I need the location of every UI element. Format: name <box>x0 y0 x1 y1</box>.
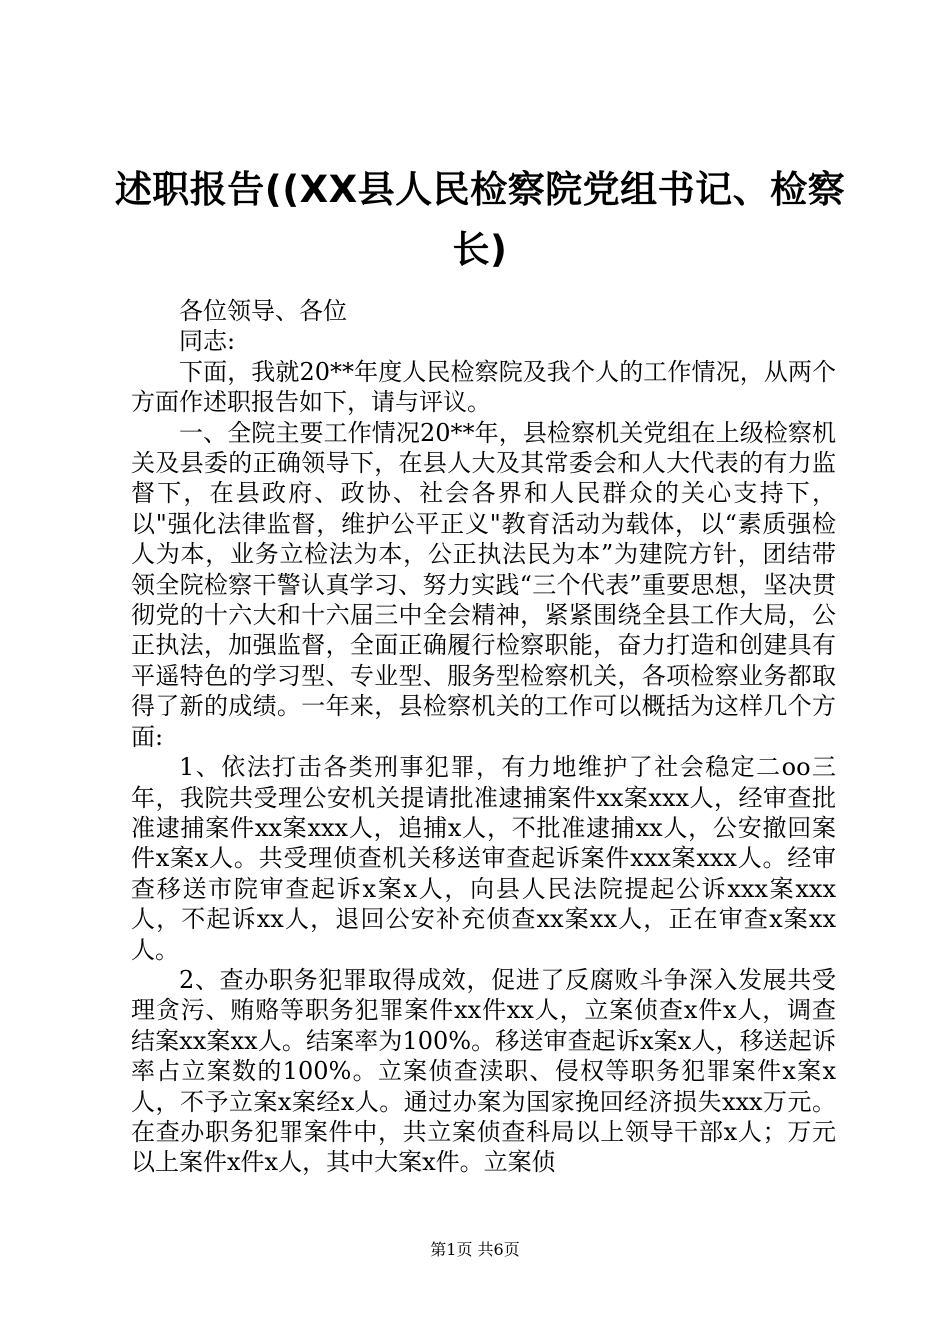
body-paragraph: 1、依法打击各类刑事犯罪，有力地维护了社会稳定二oo三年，我院共受理公安机关提请批准逮捕案件xx案xxx人，经审查批准逮捕案件xx案xxx人，追捕x人，不批准逮捕xx人，公安撤回案件x案x人。共受理侦查机关移送审查起诉案件xxx案xxx人。经审查移送市院审查起诉x案x人，向县人民法院提起公诉xxx案xxx人，不起诉xx人，退回公安补充侦查xx案xx人，正在审查x案xx人。 <box>131 753 836 964</box>
salutation-line: 各位领导、各位 <box>179 297 347 325</box>
salutation-line: 同志: <box>179 327 236 356</box>
page-footer: 第1页 共6页 <box>430 1240 520 1259</box>
body-paragraph: 下面，我就20**年度人民检察院及我个人的工作情况，从两个方面作述职报告如下，请与评议。 <box>131 357 836 417</box>
document-title: 述职报告((XX县人民检察院党组书记、检察长) <box>114 168 846 271</box>
body-paragraph: 一、全院主要工作情况20**年，县检察机关党组在上级检察机关及县委的正确领导下，在县人大及其常委会和人大代表的有力监督下，在县政府、政协、社会各界和人民群众的关心支持下，以"强化法律监督，维护公平正义"教育活动为载体，以“素质强检人为本，业务立检法为本，公正执法民为本”为建院方针，团结带领全院检察干警认真学习、努力实践“三个代表”重要思想，坚决贯彻党的十六大和十六届三中全会精神，紧紧围绕全县工作大局，公正执法，加强监督，全面正确履行检察职能，奋力打造和创建具有平遥特色的学习型、专业型、服务型检察机关，各项检察业务都取得了新的成绩。一年来，县检察机关的工作可以概括为这样几个方面: <box>131 418 836 751</box>
body-paragraph: 2、查办职务犯罪取得成效，促进了反腐败斗争深入发展共受理贪污、贿赂等职务犯罪案件xx件xx人，立案侦查x件x人，调查结案xx案xx人。结案率为100%。移送审查起诉x案x人，移送起诉率占立案数的100%。立案侦查渎职、侵权等职务犯罪案件x案x人，不予立案x案经x人。通过办案为国家挽回经济损失xxx万元。在查办职务犯罪案件中，共立案侦查科局以上领导干部x人；万元以上案件x件x人，其中大案x件。立案侦 <box>131 965 836 1177</box>
document-body <box>131 296 836 1178</box>
